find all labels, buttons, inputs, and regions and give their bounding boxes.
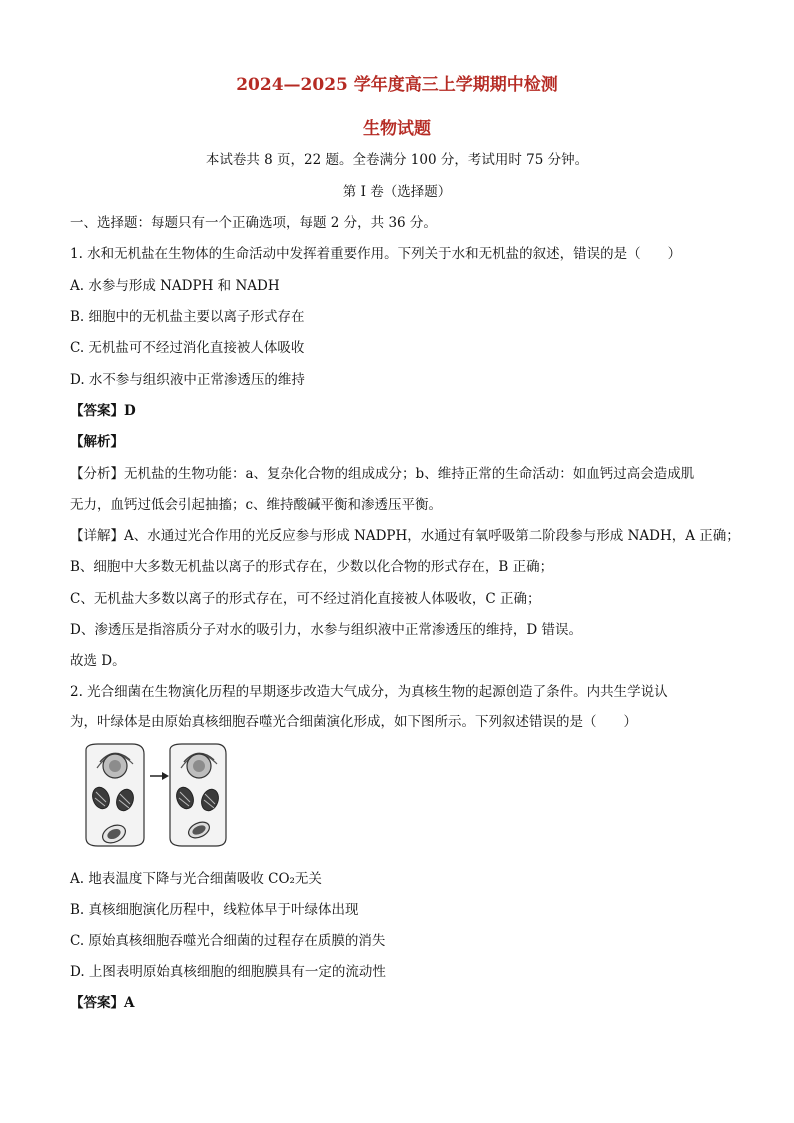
question-1-stem: 1. 水和无机盐在生物体的生命活动中发挥着重要作用。下列关于水和无机盐的叙述，错误的是（ ） bbox=[70, 246, 682, 262]
page-title: 2024—2025 学年度高三上学期期中检测 bbox=[236, 75, 558, 95]
question-1-option-d: D. 水不参与组织液中正常渗透压的维持 bbox=[70, 372, 305, 388]
page-subtitle: 生物试题 bbox=[363, 119, 431, 139]
section-heading: 一、选择题：每题只有一个正确选项，每题 2 分，共 36 分。 bbox=[70, 215, 437, 231]
question-2-option-b: B. 真核细胞演化历程中，线粒体早于叶绿体出现 bbox=[70, 902, 359, 918]
exam-info: 本试卷共 8 页，22 题。全卷满分 100 分，考试用时 75 分钟。 bbox=[205, 152, 589, 168]
question-2-stem-line: 2. 光合细菌在生物演化历程的早期逐步改造大气成分，为真核生物的起源创造了条件。内共生学说认 bbox=[70, 684, 668, 700]
endosymbiosis-figure bbox=[78, 742, 228, 848]
question-1-option-c: C. 无机盐可不经过消化直接被人体吸收 bbox=[70, 340, 305, 356]
question-1-analysis-line: 【分析】无机盐的生物功能：a、复杂化合物的组成成分；b、维持正常的生命活动：如血钙过高会造成肌 bbox=[70, 466, 695, 482]
question-2-option-d: D. 上图表明原始真核细胞的细胞膜具有一定的流动性 bbox=[70, 964, 386, 980]
question-1-detail-line: D、渗透压是指溶质分子对水的吸引力，水参与组织液中正常渗透压的维持，D 错误。 bbox=[70, 622, 582, 638]
question-2-answer: 【答案】A bbox=[70, 995, 135, 1011]
arrow-icon bbox=[150, 772, 169, 780]
question-1-detail-line: B、细胞中大多数无机盐以离子的形式存在，少数以化合物的形式存在，B 正确； bbox=[70, 559, 554, 575]
question-2-stem-line: 为，叶绿体是由原始真核细胞吞噬光合细菌演化形成，如下图所示。下列叙述错误的是（ ） bbox=[70, 714, 637, 730]
question-1-option-a: A. 水参与形成 NADPH 和 NADH bbox=[70, 278, 280, 294]
question-1-conclusion: 故选 D。 bbox=[70, 653, 126, 669]
question-2-option-a: A. 地表温度下降与光合细菌吸收 CO₂无关 bbox=[70, 871, 322, 887]
eukaryotic-cell-with-chloroplast bbox=[170, 744, 226, 846]
question-1-option-b: B. 细胞中的无机盐主要以离子形式存在 bbox=[70, 309, 305, 325]
question-1-analysis-label: 【解析】 bbox=[70, 434, 124, 450]
volume-label: 第 I 卷（选择题） bbox=[342, 184, 452, 200]
question-1-answer: 【答案】D bbox=[70, 403, 136, 419]
question-2-option-c: C. 原始真核细胞吞噬光合细菌的过程存在质膜的消失 bbox=[70, 933, 386, 949]
question-1-detail-line: 【详解】A、水通过光合作用的光反应参与形成 NADPH，水通过有氧呼吸第二阶段参与形成 NADH，A 正确； bbox=[70, 528, 740, 544]
question-1-analysis-line: 无力，血钙过低会引起抽搐；c、维持酸碱平衡和渗透压平衡。 bbox=[70, 497, 443, 513]
question-1-detail-line: C、无机盐大多数以离子的形式存在，可不经过消化直接被人体吸收，C 正确； bbox=[70, 591, 541, 607]
